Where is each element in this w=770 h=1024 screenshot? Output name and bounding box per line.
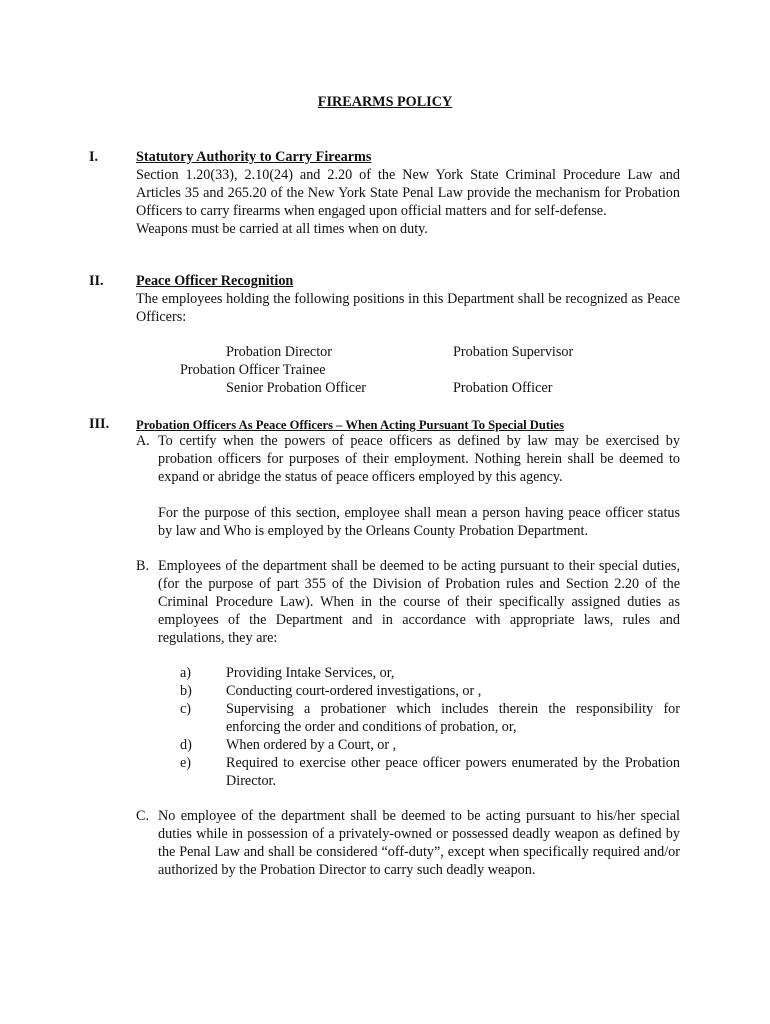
section-1-paragraph-2: Weapons must be carried at all times when on duty. (136, 221, 428, 237)
section-2-body: The employees holding the following positions in this Department shall be recognized as Peace Officers: (136, 291, 680, 325)
list-item-text: Supervising a probationer which includes therein the responsibility for enforcing the order and conditions of probation, or, (226, 701, 680, 735)
paragraph-a-definition: For the purpose of this section, employee shall mean a person having peace officer status by law and Who is employed by the Orleans County Probation Department. (158, 505, 680, 539)
list-item-text: Conducting court-ordered investigations, or , (226, 683, 482, 699)
list-item (180, 682, 680, 700)
section-1-body (136, 166, 680, 238)
section-2-numeral: II. (89, 273, 104, 289)
paragraph-c-label: C. (136, 808, 150, 824)
list-item-marker: d) (180, 737, 192, 753)
list-item-text: Required to exercise other peace officer powers enumerated by the Probation Director. (226, 755, 680, 789)
section-1-numeral: I. (89, 149, 99, 165)
list-item (180, 700, 680, 736)
paragraph-a-label: A. (136, 433, 150, 449)
list-item-marker: b) (180, 683, 192, 699)
list-item (180, 754, 680, 790)
list-item (180, 664, 680, 682)
paragraph-c (136, 807, 680, 879)
position-probation-officer: Probation Officer (453, 380, 553, 396)
section-1-paragraph: Section 1.20(33), 2.10(24) and 2.20 of the New York State Criminal Procedure Law and Articles 35 and 265.20 of the New York State Penal Law provide the mechanism for Probation Officers to carry firearms when engaged upon official matters and for self-defense. (136, 167, 680, 219)
position-probation-supervisor: Probation Supervisor (453, 344, 574, 360)
section-1-heading: Statutory Authority to Carry Firearms (136, 149, 372, 165)
section-3-heading: Probation Officers As Peace Officers – When Acting Pursuant To Special Duties (136, 418, 565, 432)
duties-list (180, 664, 680, 790)
list-item-marker: a) (180, 665, 192, 681)
list-item (180, 736, 680, 754)
position-senior-probation-officer: Senior Probation Officer (226, 380, 367, 396)
paragraph-b-label: B. (136, 558, 150, 574)
position-probation-director: Probation Director (226, 344, 332, 360)
position-probation-officer-trainee: Probation Officer Trainee (180, 362, 326, 378)
list-item-marker: e) (180, 755, 192, 771)
paragraph-b (136, 557, 680, 647)
list-item-marker: c) (180, 701, 192, 717)
list-item-text: Providing Intake Services, or, (226, 665, 395, 681)
section-2-heading: Peace Officer Recognition (136, 273, 294, 289)
paragraph-a (136, 432, 680, 486)
paragraph-a-text: To certify when the powers of peace officers as defined by law may be exercised by probation officers for purposes of their employment. Nothing herein shall be deemed to expand or abridge the status of peace officers employed by this agency. (158, 433, 680, 485)
paragraph-c-text: No employee of the department shall be deemed to be acting pursuant to his/her special duties while in possession of a privately-owned or possessed deadly weapon as defined by the Penal Law and shall be considered “off-duty”, except when specifically required and/or authorized by the Probation Director to carry such deadly weapon. (158, 808, 680, 878)
document-title: FIREARMS POLICY (317, 94, 453, 110)
list-item-text: When ordered by a Court, or , (226, 737, 397, 753)
paragraph-b-text: Employees of the department shall be deemed to be acting pursuant to their special duties, (for the purpose of part 355 of the Division of Probation rules and Section 2.20 of the Criminal Procedure Law). When in the course of their specifically assigned duties as employees of the Department and in accordance with appropriate laws, rules and regulations, they are: (158, 558, 680, 646)
section-3-numeral: III. (89, 416, 110, 432)
